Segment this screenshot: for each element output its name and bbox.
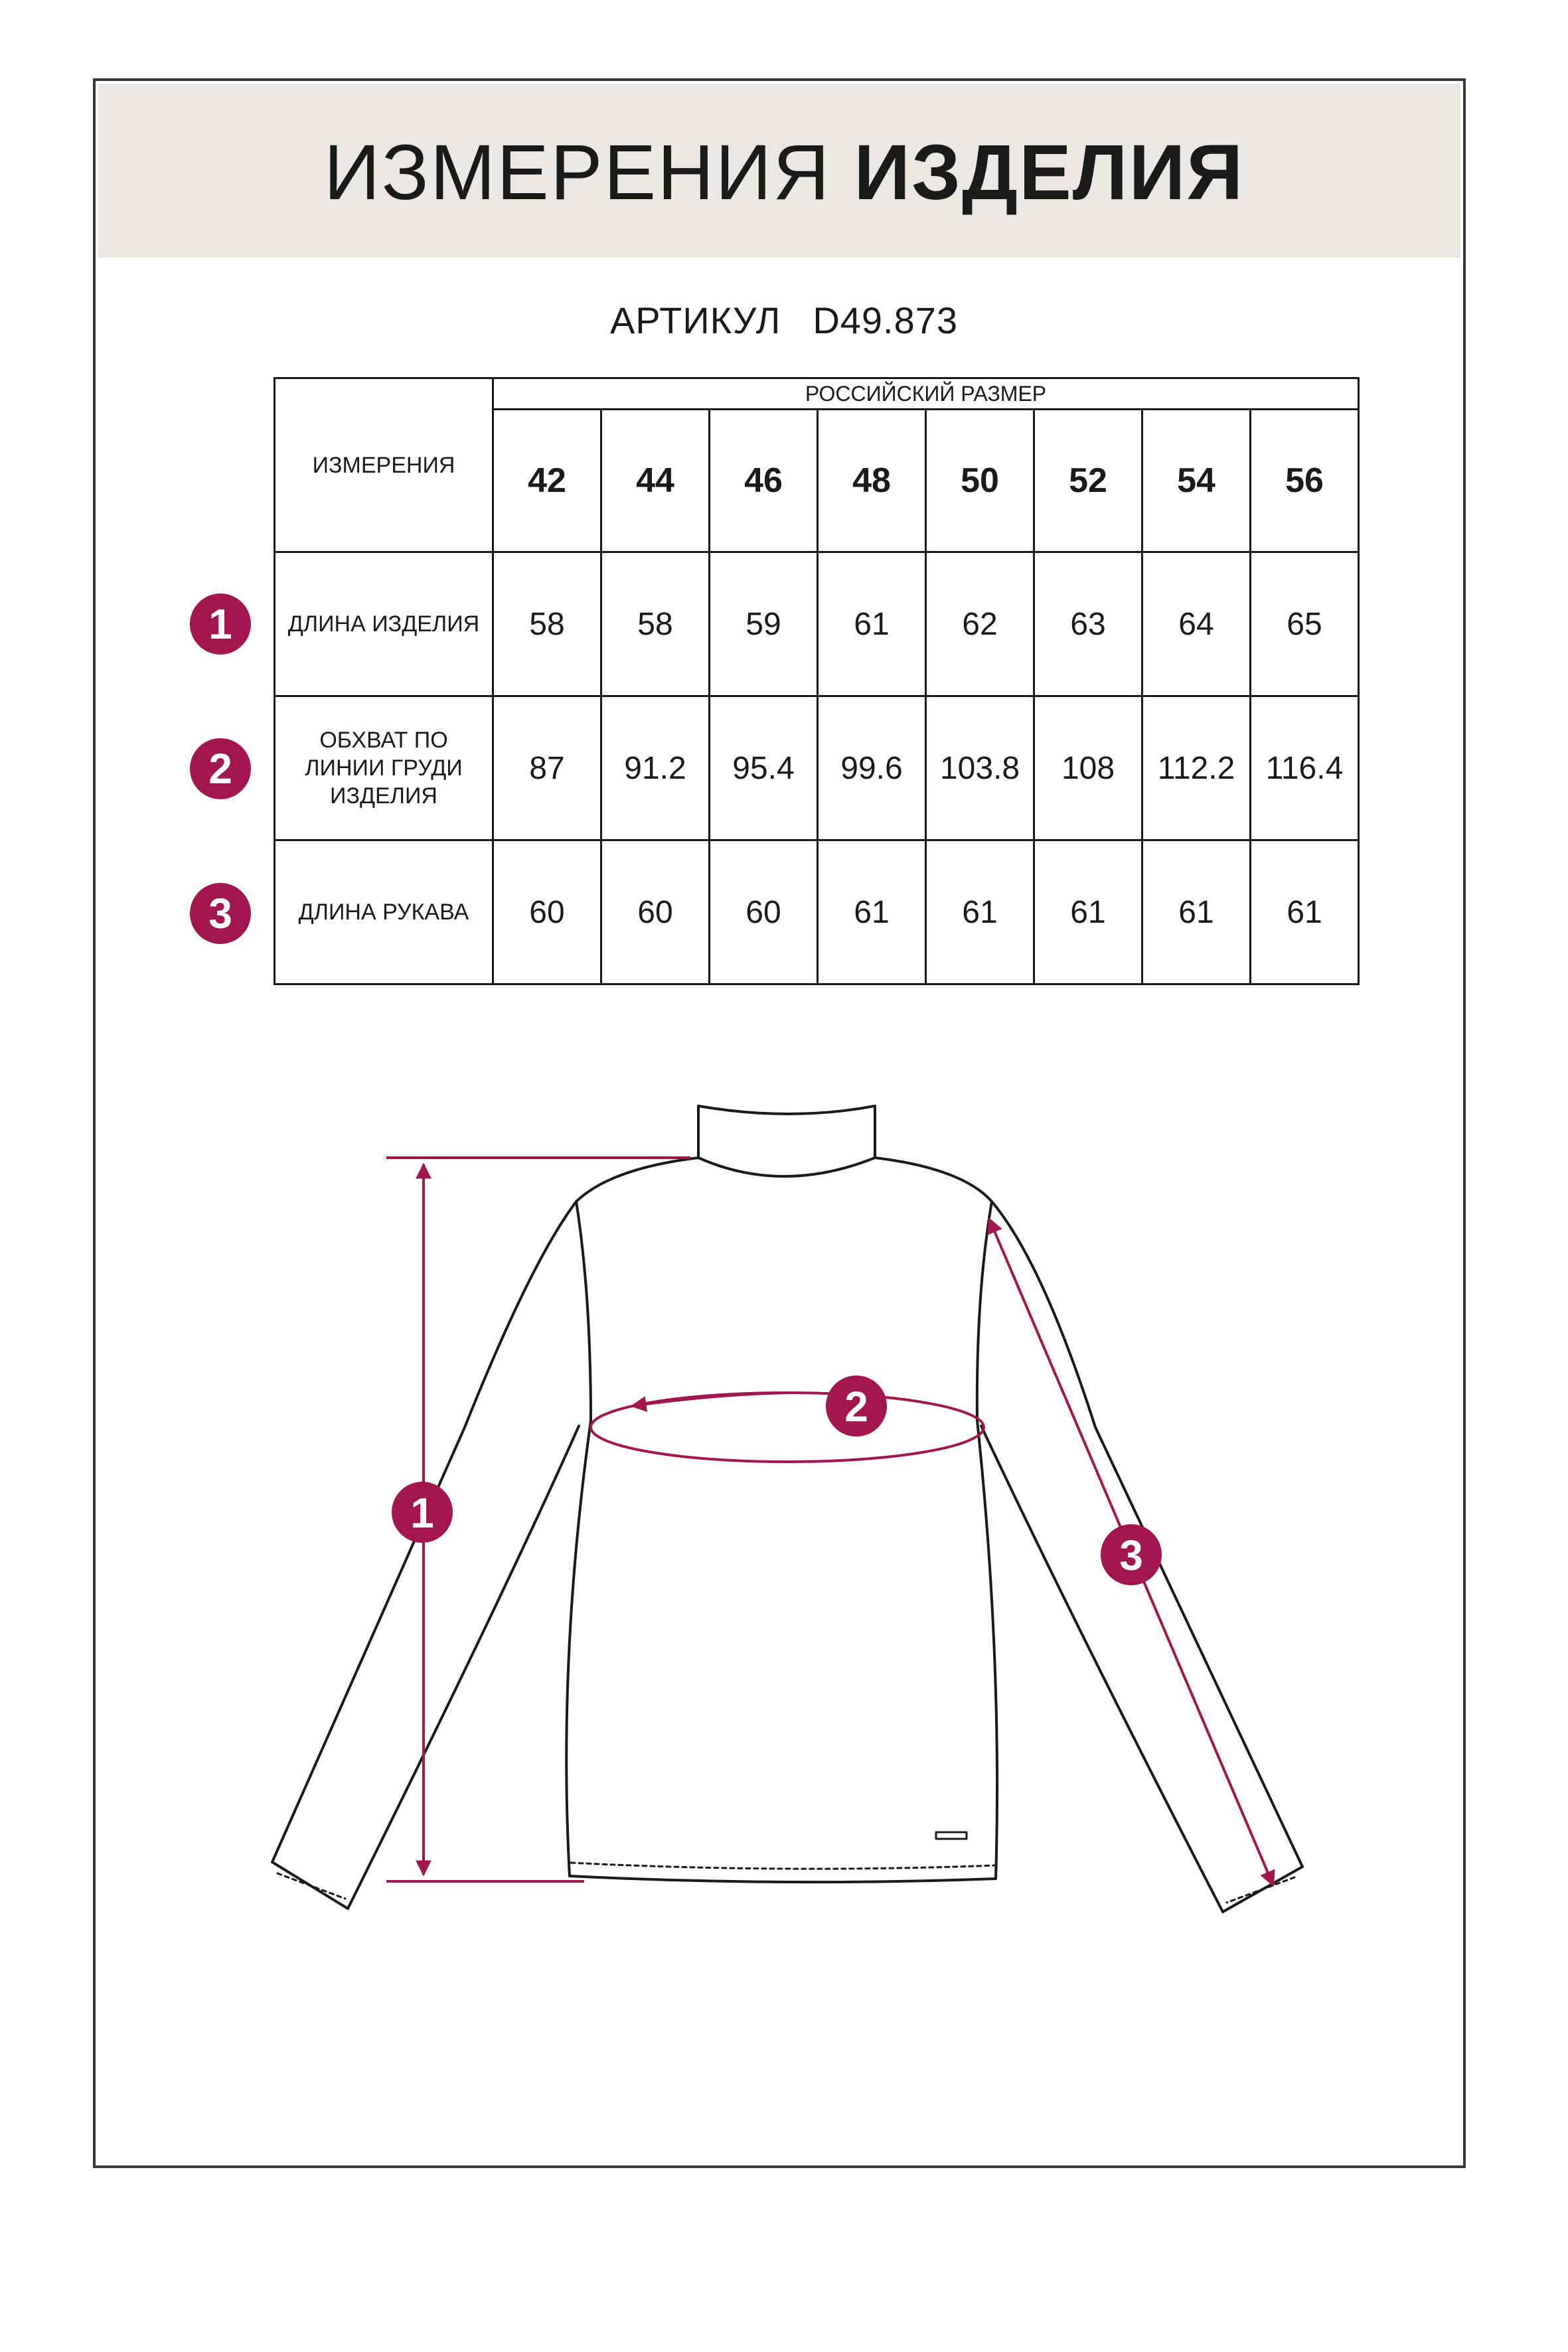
value-cell: 61 — [926, 840, 1034, 984]
value-cell: 60 — [493, 840, 601, 984]
marker-1-label: 1 — [410, 1489, 434, 1537]
title-light: ИЗМЕРЕНИЯ — [323, 129, 831, 216]
value-cell: 59 — [710, 552, 818, 696]
measurements-header: ИЗМЕРЕНИЯ — [275, 378, 493, 552]
right-sleeve-inner — [981, 1426, 1223, 1912]
article-code: D49.873 — [813, 299, 959, 341]
row-label: ДЛИНА РУКАВА — [275, 840, 493, 984]
value-cell: 63 — [1034, 552, 1142, 696]
value-cell: 112.2 — [1142, 696, 1251, 840]
value-cell: 61 — [1142, 840, 1251, 984]
value-cell: 61 — [1034, 840, 1142, 984]
right-cuff-stitch — [1227, 1877, 1294, 1903]
hem-stitch — [571, 1863, 994, 1869]
value-cell: 95.4 — [710, 696, 818, 840]
value-cell: 61 — [1251, 840, 1359, 984]
brand-label — [936, 1832, 967, 1839]
value-cell: 87 — [493, 696, 601, 840]
row-label: ДЛИНА ИЗДЕЛИЯ — [275, 552, 493, 696]
value-cell: 65 — [1251, 552, 1359, 696]
article-label: АРТИКУЛ — [609, 299, 781, 341]
body-right-side — [977, 1202, 997, 1879]
size-header-cell: 54 — [1142, 410, 1251, 552]
size-header-cell: 42 — [493, 410, 601, 552]
size-header-cell: 56 — [1251, 410, 1359, 552]
marker-3-label: 3 — [1119, 1531, 1143, 1579]
left-cuff-stitch — [277, 1873, 345, 1899]
value-cell: 62 — [926, 552, 1034, 696]
size-header-cell: 48 — [818, 410, 926, 552]
title-bold: ИЗДЕЛИЯ — [854, 129, 1245, 216]
size-header-cell: 52 — [1034, 410, 1142, 552]
left-sleeve-inner — [348, 1426, 579, 1909]
left-shoulder-line — [576, 1158, 698, 1202]
value-cell: 116.4 — [1251, 696, 1359, 840]
row-number-badge: 1 — [190, 593, 251, 655]
value-cell: 60 — [601, 840, 710, 984]
value-cell: 61 — [818, 840, 926, 984]
right-shoulder-line — [875, 1158, 992, 1202]
value-cell: 58 — [493, 552, 601, 696]
row-number-badge: 2 — [190, 738, 251, 799]
value-cell: 91.2 — [601, 696, 710, 840]
size-header-cell: 44 — [601, 410, 710, 552]
row-label: ОБХВАТ ПО ЛИНИИ ГРУДИ ИЗДЕЛИЯ — [275, 696, 493, 840]
size-header-cell: 50 — [926, 410, 1034, 552]
collar-outline — [698, 1106, 875, 1176]
value-cell: 60 — [710, 840, 818, 984]
size-header-cell: 46 — [710, 410, 818, 552]
body-hem — [570, 1876, 996, 1882]
value-cell: 99.6 — [818, 696, 926, 840]
value-cell: 103.8 — [926, 696, 1034, 840]
value-cell: 108 — [1034, 696, 1142, 840]
marker-2-label: 2 — [844, 1383, 868, 1431]
value-cell: 64 — [1142, 552, 1251, 696]
value-cell: 58 — [601, 552, 710, 696]
value-cell: 61 — [818, 552, 926, 696]
body-left-side — [566, 1202, 591, 1876]
row-number-badge: 3 — [190, 883, 251, 944]
size-group-header: РОССИЙСКИЙ РАЗМЕР — [493, 378, 1359, 410]
